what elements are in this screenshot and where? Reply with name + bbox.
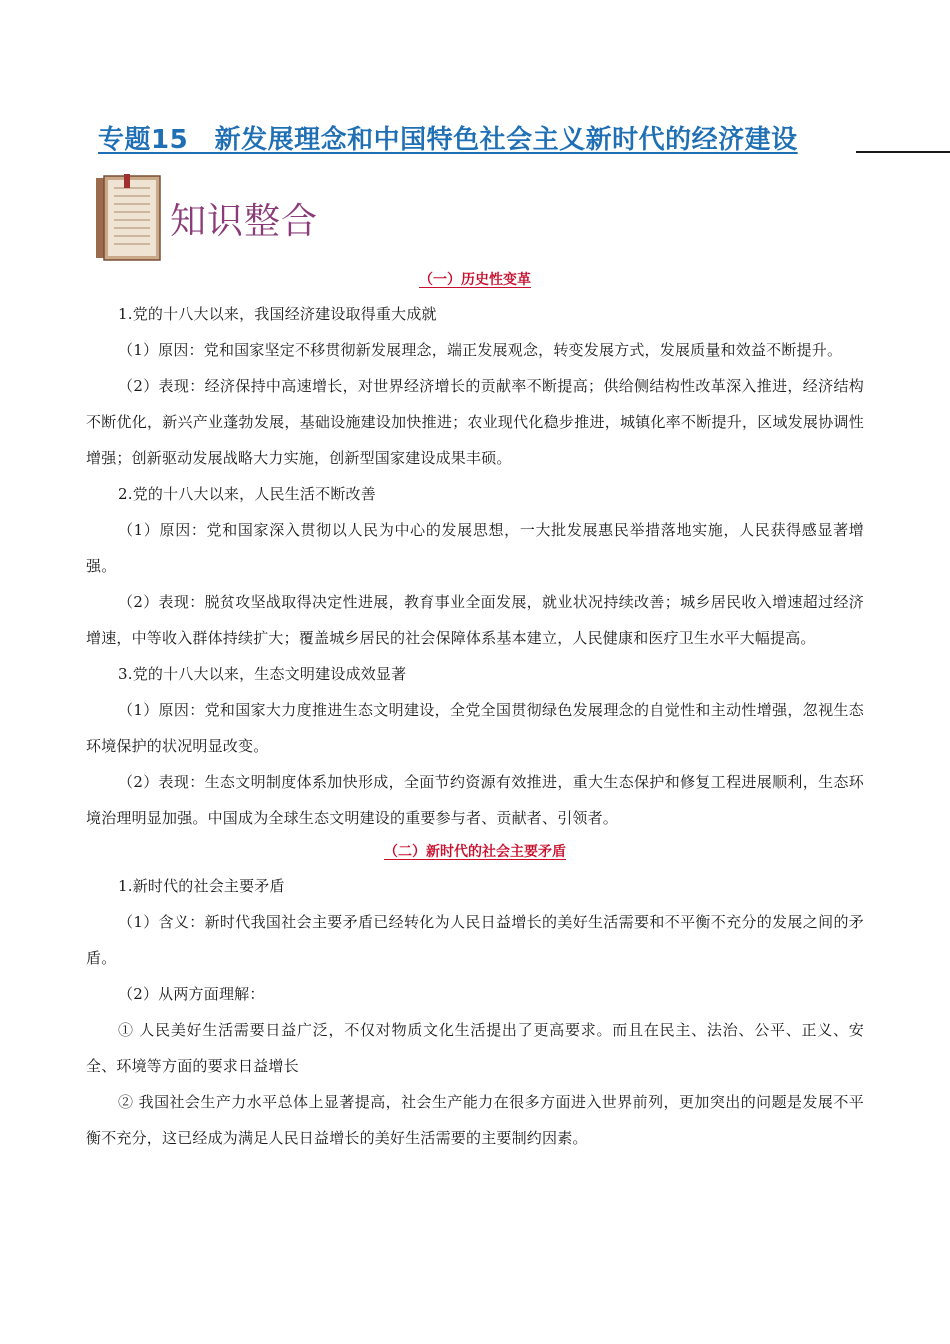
paragraph: 2.党的十八大以来，人民生活不断改善 [118,485,376,503]
paragraph: （2）表现：生态文明制度体系加快形成，全面节约资源有效推进，重大生态保护和修复工程进展顺利，生态环境治理明显加强。中国成为全球生态文明建设的重要参与者、贡献者、引领者。 [86,773,864,827]
section-banner-label: 知识整合 [170,201,319,242]
paragraph: 1.新时代的社会主要矛盾 [118,877,285,895]
section-heading: （一）历史性变革 [419,272,531,288]
paragraph: 3.党的十八大以来，生态文明建设成效显著 [118,665,407,683]
paragraph: 1.党的十八大以来，我国经济建设取得重大成就 [118,305,437,323]
paragraph: （1）原因：党和国家深入贯彻以人民为中心的发展思想，一大批发展惠民举措落地实施，人民获得感显著增强。 [86,521,864,575]
paragraph: （2）表现：经济保持中高速增长，对世界经济增长的贡献率不断提高；供给侧结构性改革深入推进，经济结构不断优化，新兴产业蓬勃发展，基础设施建设加快推进；农业现代化稳步推进，城镇化率不断提升，区域发展协调性增强；创新驱动发展战略大力实施，创新型国家建设成果丰硕。 [86,377,864,467]
paragraph: （2）从两方面理解： [118,985,265,1003]
paragraph: （2）表现：脱贫攻坚战取得决定性进展，教育事业全面发展，就业状况持续改善；城乡居民收入增速超过经济增速，中等收入群体持续扩大；覆盖城乡居民的社会保障体系基本建立，人民健康和医疗卫生水平大幅提高。 [86,593,864,647]
page-title: 专题15 新发展理念和中国特色社会主义新时代的经济建设 [98,125,798,155]
paragraph: （1）含义：新时代我国社会主要矛盾已经转化为人民日益增长的美好生活需要和不平衡不充分的发展之间的矛盾。 [86,913,864,967]
paragraph: （1）原因：党和国家坚定不移贯彻新发展理念，端正发展观念，转变发展方式，发展质量和效益不断提升。 [118,341,843,359]
paragraph: （1）原因：党和国家大力度推进生态文明建设，全党全国贯彻绿色发展理念的自觉性和主动性增强，忽视生态环境保护的状况明显改变。 [86,701,864,755]
paragraph: ① 人民美好生活需要日益广泛，不仅对物质文化生活提出了更高要求。而且在民主、法治、公平、正义、安全、环境等方面的要求日益增长 [86,1021,864,1075]
document-body [86,264,864,1156]
title-underline-rule [856,151,950,153]
section-heading: （二）新时代的社会主要矛盾 [384,844,566,860]
paragraph: ② 我国社会生产力水平总体上显著提高，社会生产能力在很多方面进入世界前列，更加突出的问题是发展不平衡不充分，这已经成为满足人民日益增长的美好生活需要的主要制约因素。 [86,1093,864,1147]
